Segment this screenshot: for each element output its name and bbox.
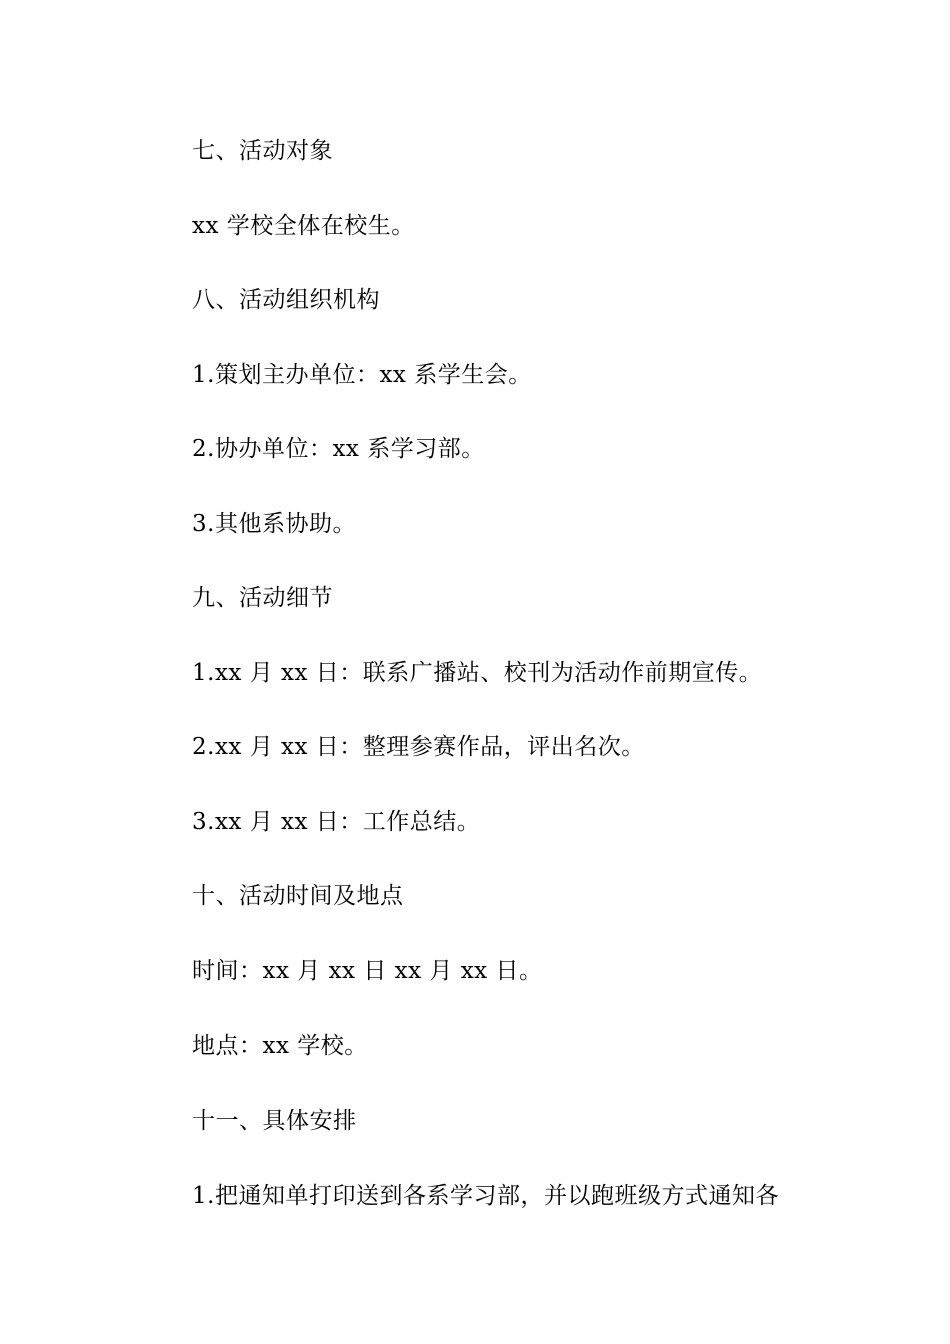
section-heading-time-place: 十、活动时间及地点 — [192, 883, 404, 909]
section-heading-activity-target: 七、活动对象 — [192, 138, 333, 164]
list-item-organizer: 1.策划主办单位：xx 系学生会。 — [192, 362, 532, 388]
list-item-detail-3: 3.xx 月 xx 日：工作总结。 — [192, 809, 481, 835]
paragraph-time: 时间：xx 月 xx 日 xx 月 xx 日。 — [192, 958, 543, 984]
list-item-detail-2: 2.xx 月 xx 日：整理参赛作品，评出名次。 — [192, 734, 645, 760]
list-item-other-support: 3.其他系协助。 — [192, 511, 356, 537]
paragraph-place: 地点：xx 学校。 — [192, 1033, 368, 1059]
list-item-co-organizer: 2.协办单位：xx 系学习部。 — [192, 436, 485, 462]
list-item-arrangement-1: 1.把通知单打印送到各系学习部，并以跑班级方式通知各 — [192, 1183, 779, 1209]
section-heading-arrangement: 十一、具体安排 — [192, 1108, 357, 1134]
list-item-detail-1: 1.xx 月 xx 日：联系广播站、校刊为活动作前期宣传。 — [192, 660, 763, 686]
paragraph-target-audience: xx 学校全体在校生。 — [192, 213, 415, 239]
section-heading-activity-details: 九、活动细节 — [192, 585, 333, 611]
section-heading-organization: 八、活动组织机构 — [192, 287, 380, 313]
